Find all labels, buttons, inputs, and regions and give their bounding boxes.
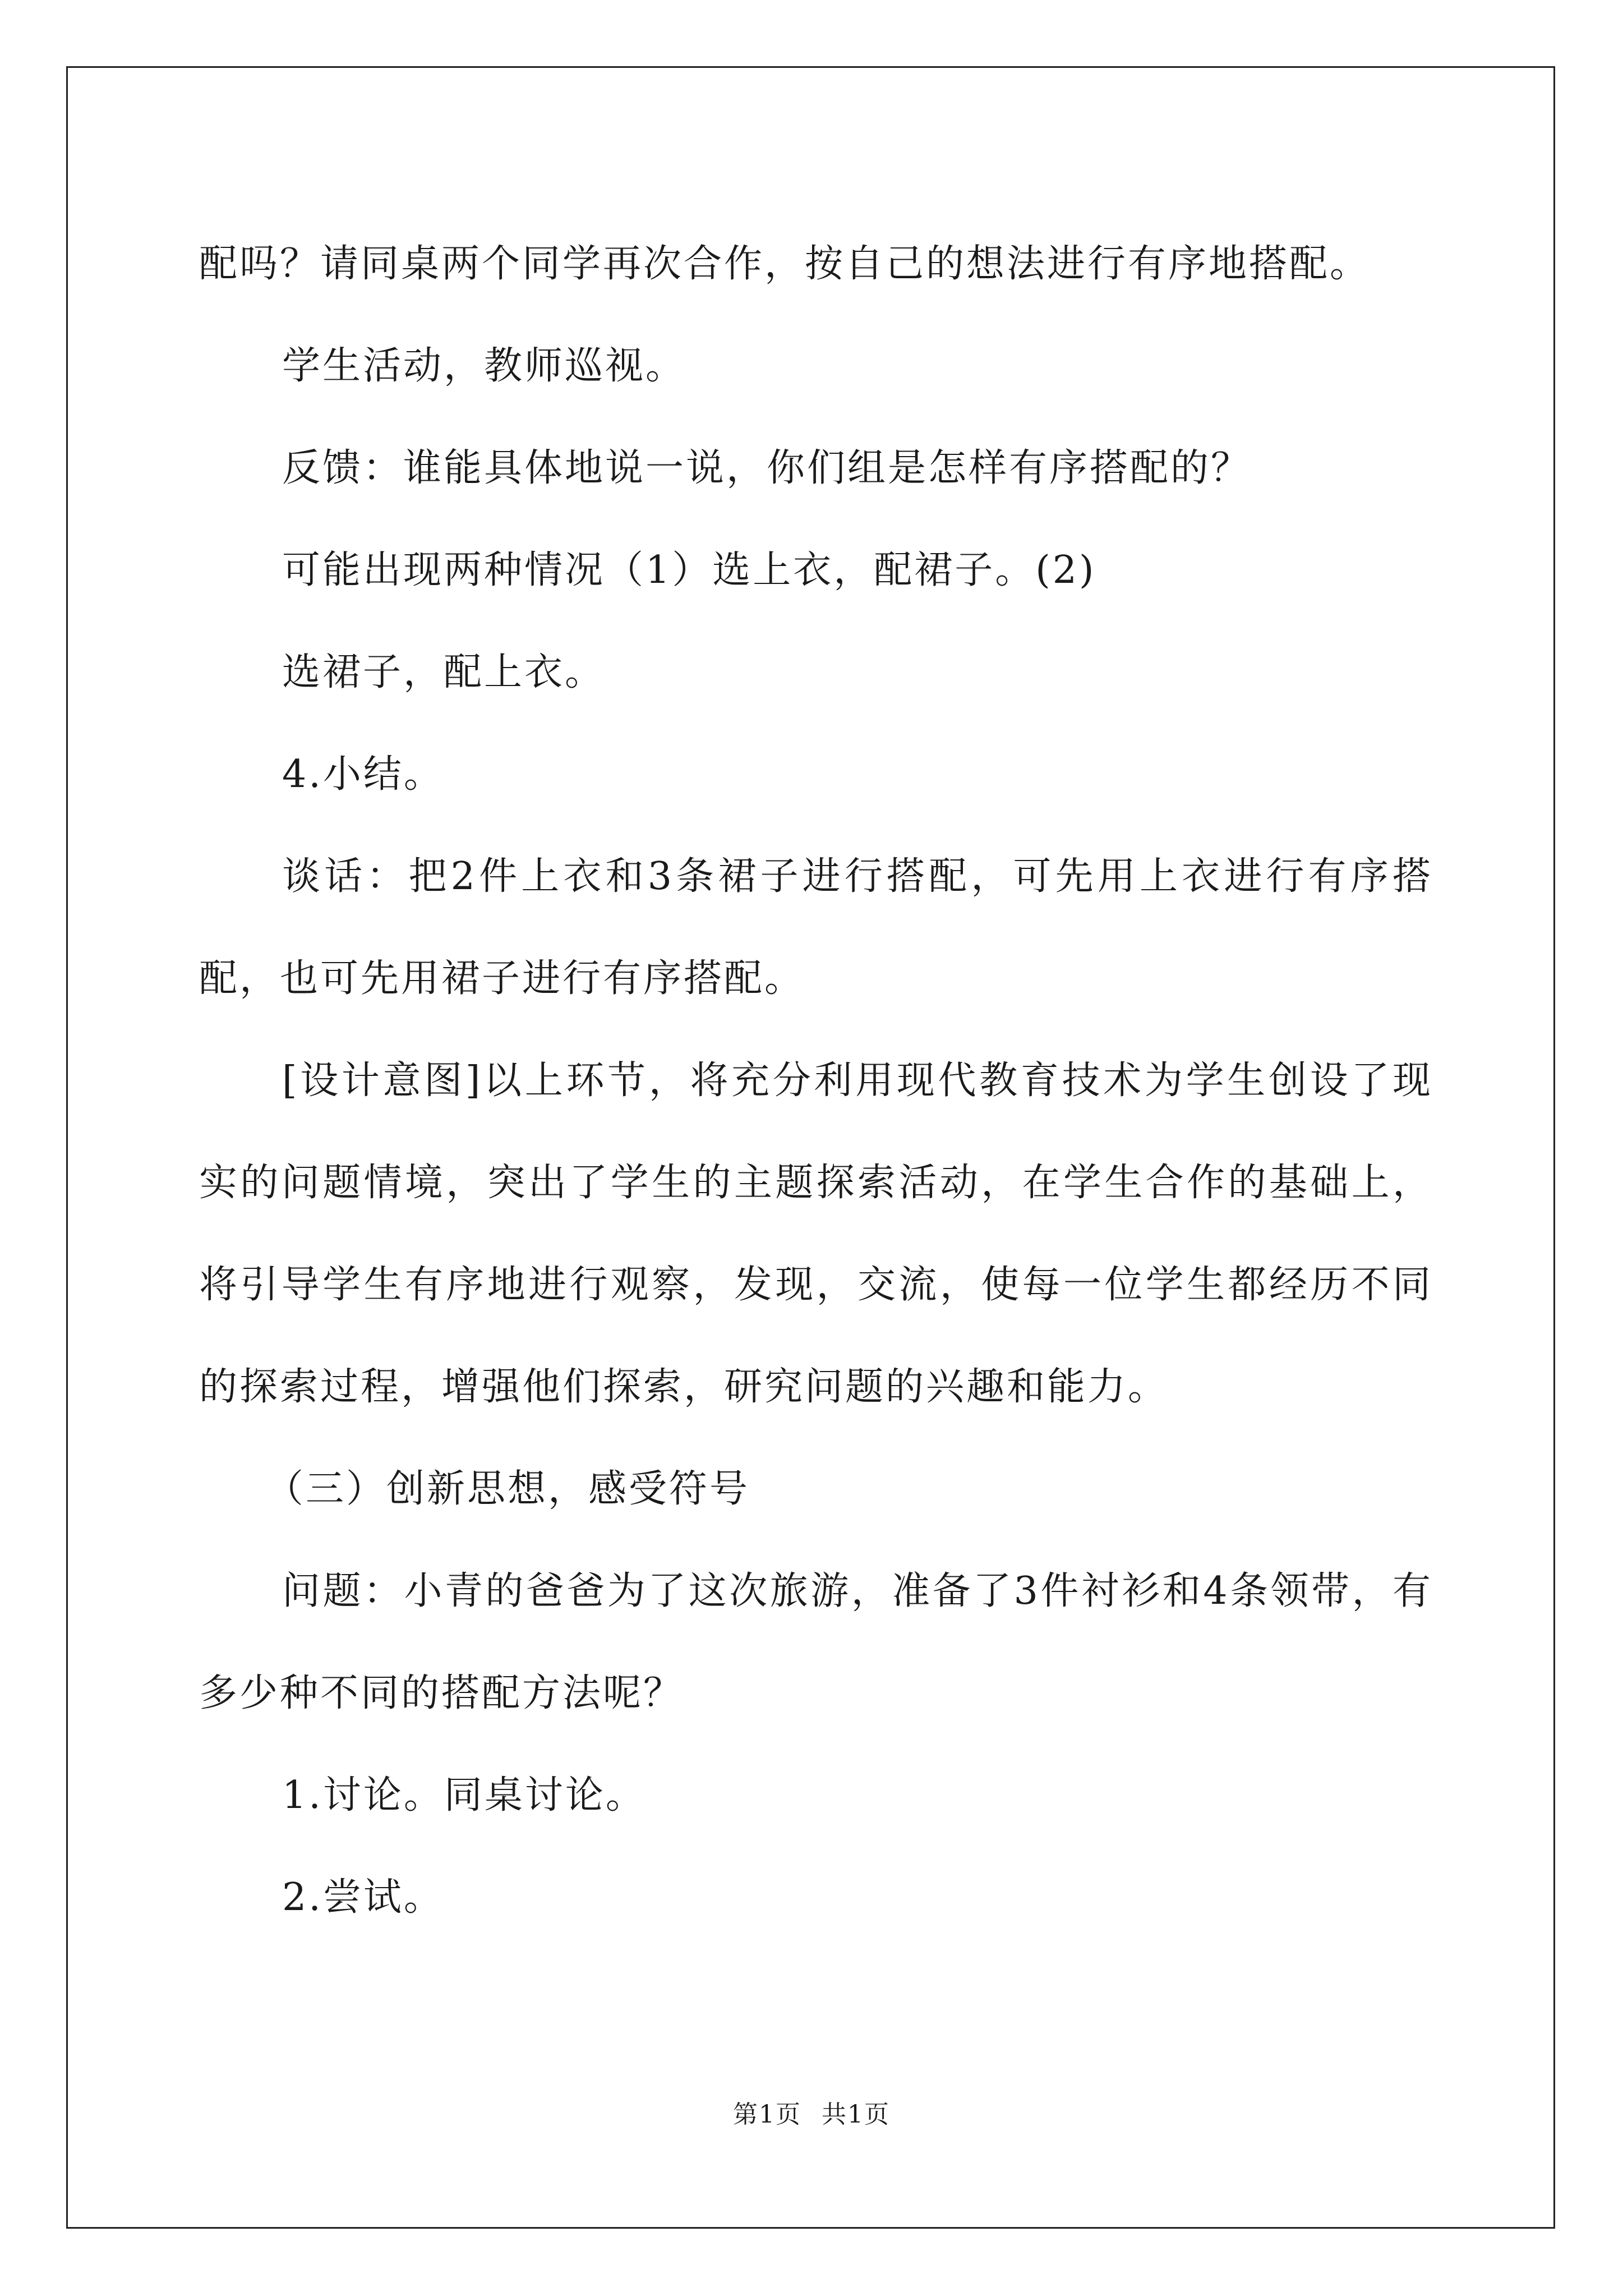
paragraph-6: 4.小结。 [282, 752, 444, 797]
page-number: 第1页 [733, 2100, 801, 2129]
page-footer [0, 2094, 1623, 2130]
paragraph-12: 2.尝试。 [282, 1875, 444, 1920]
paragraph-8: [设计意图]以上环节，将充分利用现代教育技术为学生创设了现实的问题情境，突出了学生的主题探索活动，在学生合作的基础上，将引导学生有序地进行观察，发现，交流，使每一位学生都经历不同的探索过程，增强他们探索，研究问题的兴趣和能力。 [199, 1059, 1433, 1409]
paragraph-2: 学生活动，教师巡视。 [282, 344, 686, 388]
page-total: 共1页 [822, 2100, 890, 2129]
paragraph-11: 1.讨论。同桌讨论。 [282, 1773, 646, 1818]
paragraph-3: 反馈：谁能具体地说一说，你们组是怎样有序搭配的？ [282, 446, 1252, 490]
paragraph-5: 选裙子，配上衣。 [282, 650, 606, 694]
paragraph-4: 可能出现两种情况（1）选上衣，配裙子。(2) [282, 548, 1096, 592]
document-body [199, 213, 1433, 1949]
section-heading: （三）创新思想，感受符号 [265, 1467, 750, 1511]
paragraph-7: 谈话：把2件上衣和3条裙子进行搭配，可先用上衣进行有序搭配，也可先用裙子进行有序搭配。 [199, 854, 1433, 1001]
paragraph-1: 配吗？请同桌两个同学再次合作，按自己的想法进行有序地搭配。 [199, 242, 1371, 286]
paragraph-10: 问题：小青的爸爸为了这次旅游，准备了3件衬衫和4条领带，有多少种不同的搭配方法呢？ [199, 1569, 1433, 1715]
